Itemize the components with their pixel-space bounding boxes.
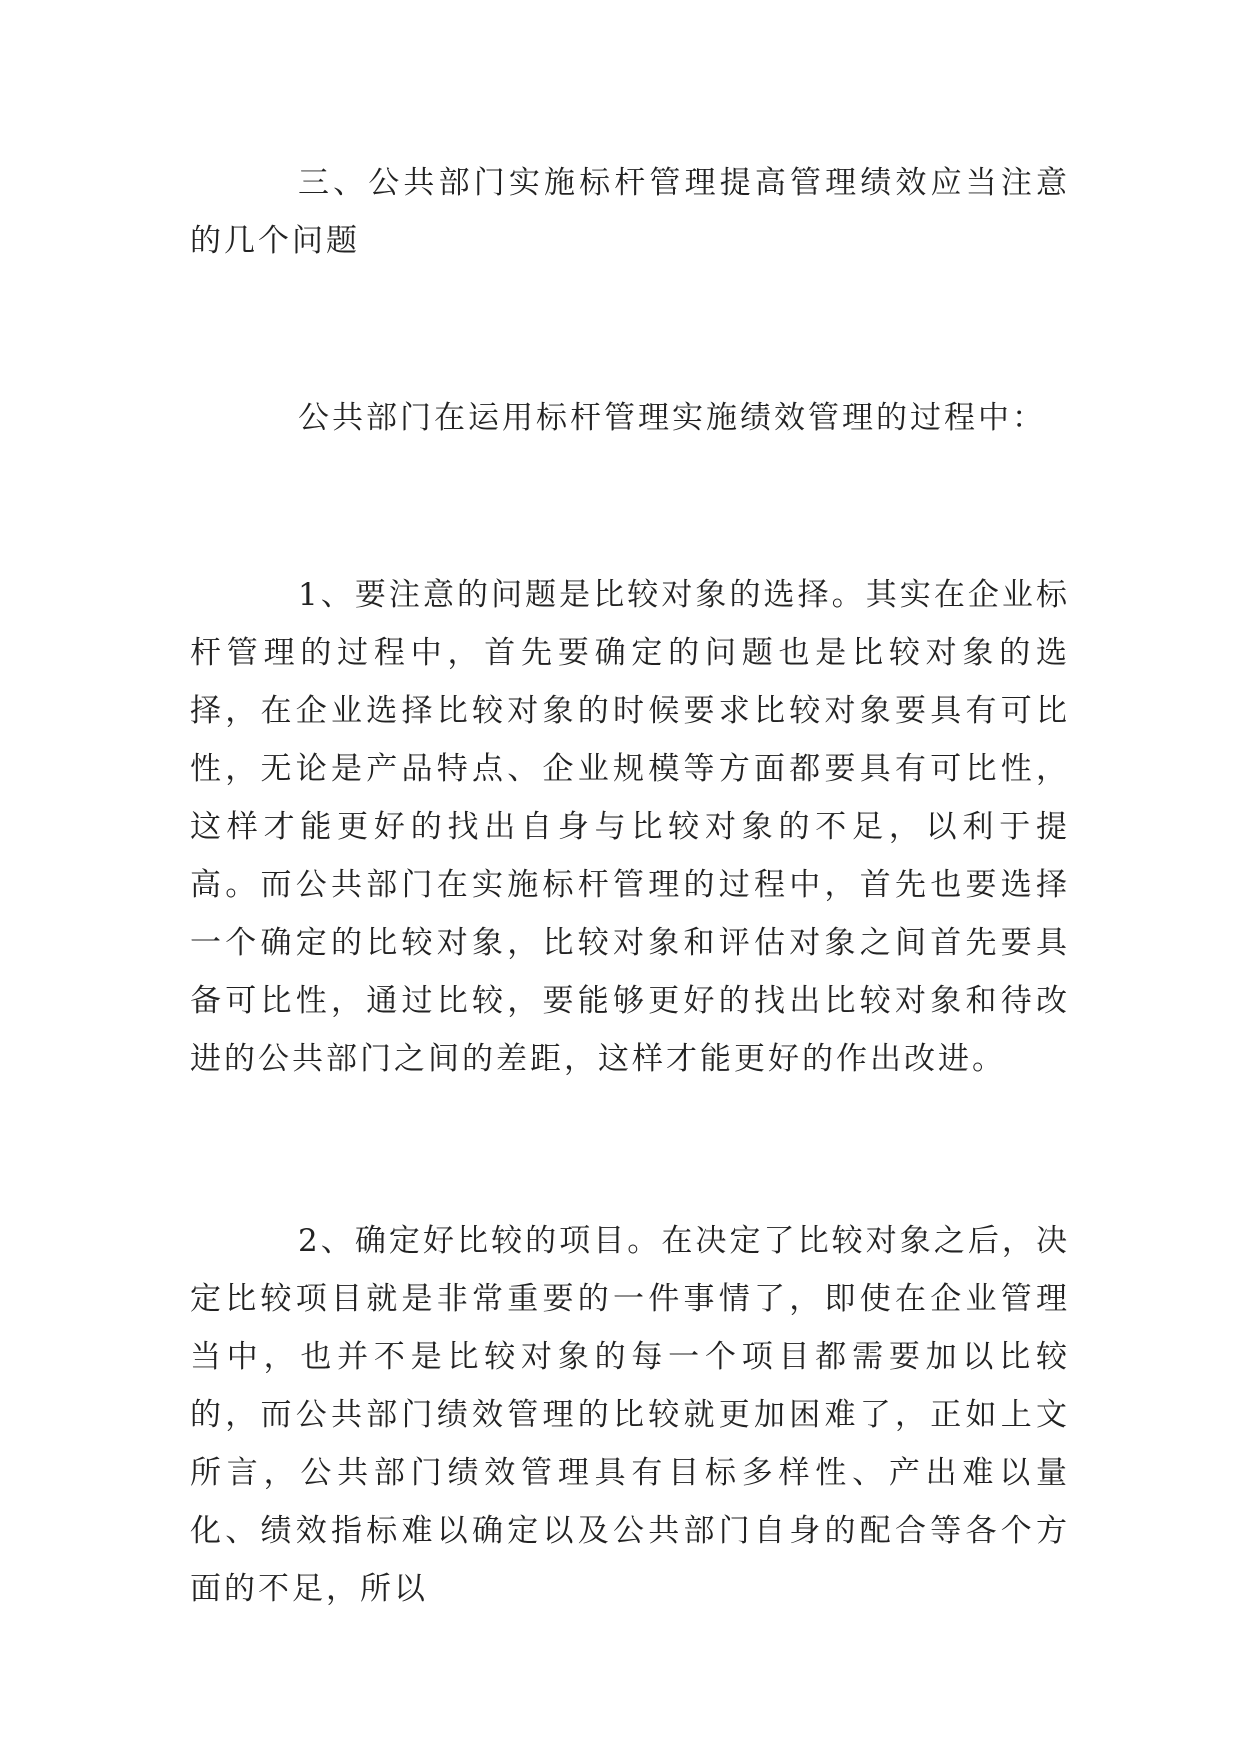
section-heading: 三、公共部门实施标杆管理提高管理绩效应当注意的几个问题 bbox=[190, 165, 1070, 259]
point-2-paragraph: 2、确定好比较的项目。在决定了比较对象之后，决定比较项目就是非常重要的一件事情了，即使在企业管理当中，也并不是比较对象的每一个项目都需要加以比较的，而公共部门绩效管理的比较就更加困难了，正如上文所言，公共部门绩效管理具有目标多样性、产出难以量化、绩效指标难以确定以及公共部门自身的配合等各个方面的不足，所以 bbox=[190, 1223, 1070, 1607]
point-1-paragraph: 1、要注意的问题是比较对象的选择。其实在企业标杆管理的过程中，首先要确定的问题也是比较对象的选择，在企业选择比较对象的时候要求比较对象要具有可比性，无论是产品特点、企业规模等方面都要具有可比性，这样才能更好的找出自身与比较对象的不足，以利于提高。而公共部门在实施标杆管理的过程中，首先也要选择一个确定的比较对象，比较对象和评估对象之间首先要具备可比性，通过比较，要能够更好的找出比较对象和待改进的公共部门之间的差距，这样才能更好的作出改进。 bbox=[190, 577, 1070, 1077]
intro-paragraph: 公共部门在运用标杆管理实施绩效管理的过程中： bbox=[298, 400, 1046, 436]
